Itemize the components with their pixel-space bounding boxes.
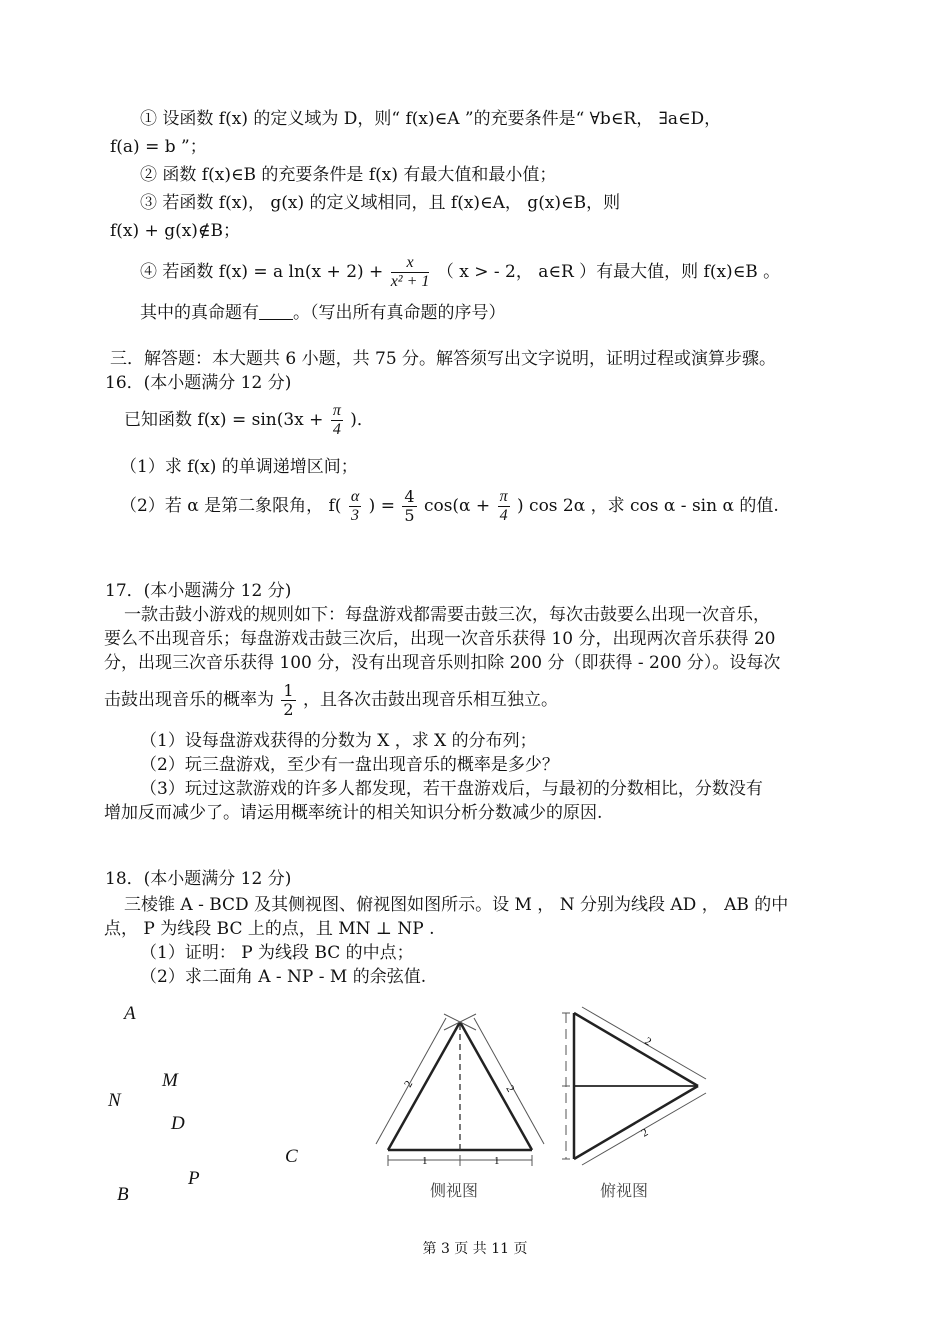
label-A: A <box>124 1003 136 1024</box>
q17-line1: 一款击鼓小游戏的规则如下：每盘游戏都需要击鼓三次，每次击鼓要么出现一次音乐， <box>124 605 770 625</box>
label-M: M <box>162 1070 178 1091</box>
q17-frac-num: 1 <box>283 681 294 700</box>
side-view-caption: 侧视图 <box>430 1181 479 1200</box>
p15-frac-num: x <box>391 254 430 273</box>
q16-f2-den: 5 <box>404 506 415 525</box>
top-view-figure <box>558 1005 718 1210</box>
q18-line2: 点， P 为线段 BC 上的点，且 MN ⊥ NP . <box>104 919 435 939</box>
p15-frac-den: x² + 1 <box>390 273 430 290</box>
q17-heading: 17．(本小题满分 12 分) <box>105 581 292 601</box>
q16-heading: 16．(本小题满分 12 分) <box>105 373 292 393</box>
q18-part2: （2）求二面角 A - NP - M 的余弦值. <box>140 967 427 987</box>
q16-frac-num: π <box>332 402 341 419</box>
top-view-len-upper: 2 <box>642 1035 654 1049</box>
side-view-figure <box>370 1010 550 1210</box>
q17-l4-b: ，且各次击鼓出现音乐相互独立。 <box>303 690 558 710</box>
q18-line1: 三棱锥 A - BCD 及其侧视图、俯视图如图所示。设 M ， N 分别为线段 AD ， AB 的中 <box>124 895 789 915</box>
q17-line3: 分，出现三次音乐获得 100 分，没有出现音乐则扣除 200 分（即获得 - 200 分）。设每次 <box>104 653 781 673</box>
q16-frac-pi4b <box>498 488 510 525</box>
q18-heading: 18．(本小题满分 12 分) <box>105 869 292 889</box>
side-view-len-left: 2 <box>402 1078 416 1090</box>
p15-line6-a: ④ 若函数 f(x) = a ln(x + 2) + <box>140 262 384 282</box>
section-3-heading: 三．解答题：本大题共 6 小题，共 75 分。解答须写出文字说明，证明过程或演算步骤。 <box>110 349 777 369</box>
q16-l3-a: （2）若 α 是第二象限角， f( <box>120 496 342 516</box>
side-view-len-base-left: 1 <box>422 1155 428 1167</box>
p15-line4: ③ 若函数 f(x)， g(x) 的定义域相同，且 f(x)∈A， g(x)∈B，则 <box>140 193 621 213</box>
label-B: B <box>117 1184 129 1205</box>
q16-f1-den: 3 <box>351 507 360 524</box>
q17-part2: （2）玩三盘游戏，至少有一盘出现音乐的概率是多少？ <box>140 755 559 775</box>
label-C: C <box>285 1146 298 1167</box>
side-view-dim-right <box>474 1018 544 1144</box>
q17-line4 <box>104 682 558 719</box>
q18-part1: （1）证明： P 为线段 BC 的中点； <box>140 943 414 963</box>
label-D: D <box>171 1113 185 1134</box>
side-view-len-right: 2 <box>503 1083 517 1095</box>
q16-frac-den: 4 <box>332 421 341 438</box>
p15-line6 <box>140 254 780 291</box>
q16-frac-a3 <box>349 488 361 525</box>
q17-part1: （1）设每盘游戏获得的分数为 X ，求 X 的分布列； <box>140 731 537 751</box>
top-view-caption: 俯视图 <box>600 1181 649 1200</box>
q17-frac-den: 2 <box>283 700 294 719</box>
p15-line7 <box>140 302 506 324</box>
p15-line1: ① 设函数 f(x) 的定义域为 D，则“ f(x)∈A ”的充要条件是“ ∀b∈R， ∃a∈D， <box>140 109 722 129</box>
q16-l3-d: ) cos 2α ，求 cos α - sin α 的值. <box>517 496 779 516</box>
q16-l3-b: ) = <box>368 496 395 516</box>
q17-l4-a: 击鼓出现音乐的概率为 <box>104 690 274 710</box>
q16-frac-pi4 <box>331 402 343 439</box>
q16-l3-c: cos(α + <box>423 496 491 516</box>
side-view-len-base-right: 1 <box>494 1155 500 1167</box>
q16-frac-45 <box>402 488 416 525</box>
q16-function <box>124 402 374 439</box>
label-N: N <box>108 1090 121 1111</box>
label-P: P <box>188 1168 200 1189</box>
p15-line5: f(x) + g(x)∉B； <box>110 221 241 241</box>
q17-part3-cont: 增加反而减少了。请运用概率统计的相关知识分析分数减少的原因. <box>104 803 603 823</box>
q16-f2-num: 4 <box>404 487 415 506</box>
p15-line6-b: （ x > - 2， a∈R ）有最大值，则 f(x)∈B 。 <box>436 262 781 282</box>
q17-part3: （3）玩过这款游戏的许多人都发现，若干盘游戏后，与最初的分数相比，分数没有 <box>140 779 763 799</box>
side-view-left-edge <box>388 1022 460 1150</box>
answer-blank <box>259 303 293 320</box>
q16-f3-num: π <box>499 488 508 505</box>
p15-line7-b: 。（写出所有真命题的序号） <box>293 303 506 323</box>
q16-part2 <box>120 488 779 525</box>
q16-part1: （1）求 f(x) 的单调递增区间； <box>120 457 358 477</box>
q17-frac-half <box>281 682 295 719</box>
top-view-len-lower: 2 <box>639 1126 651 1140</box>
page-footer: 第 3 页 共 11 页 <box>422 1241 528 1257</box>
side-view-dim-left <box>376 1018 446 1144</box>
top-view-lower-edge <box>574 1086 698 1159</box>
p15-line7-a: 其中的真命题有 <box>140 303 259 323</box>
q16-f3-den: 4 <box>499 507 508 524</box>
p15-line2: f(a) = b ”； <box>110 137 207 157</box>
q16-l1-b: )． <box>350 410 374 430</box>
p15-line3: ② 函数 f(x)∈B 的充要条件是 f(x) 有最大值和最小值； <box>140 165 557 185</box>
q16-f1-num: α <box>350 488 360 505</box>
top-view-upper-edge <box>574 1013 698 1086</box>
p15-fraction <box>391 254 430 291</box>
side-view-right-edge <box>460 1022 532 1150</box>
q16-l1-a: 已知函数 f(x) = sin(3x + <box>124 410 324 430</box>
q17-line2: 要么不出现音乐；每盘游戏击鼓三次后，出现一次音乐获得 10 分，出现两次音乐获得 20 <box>104 629 776 649</box>
